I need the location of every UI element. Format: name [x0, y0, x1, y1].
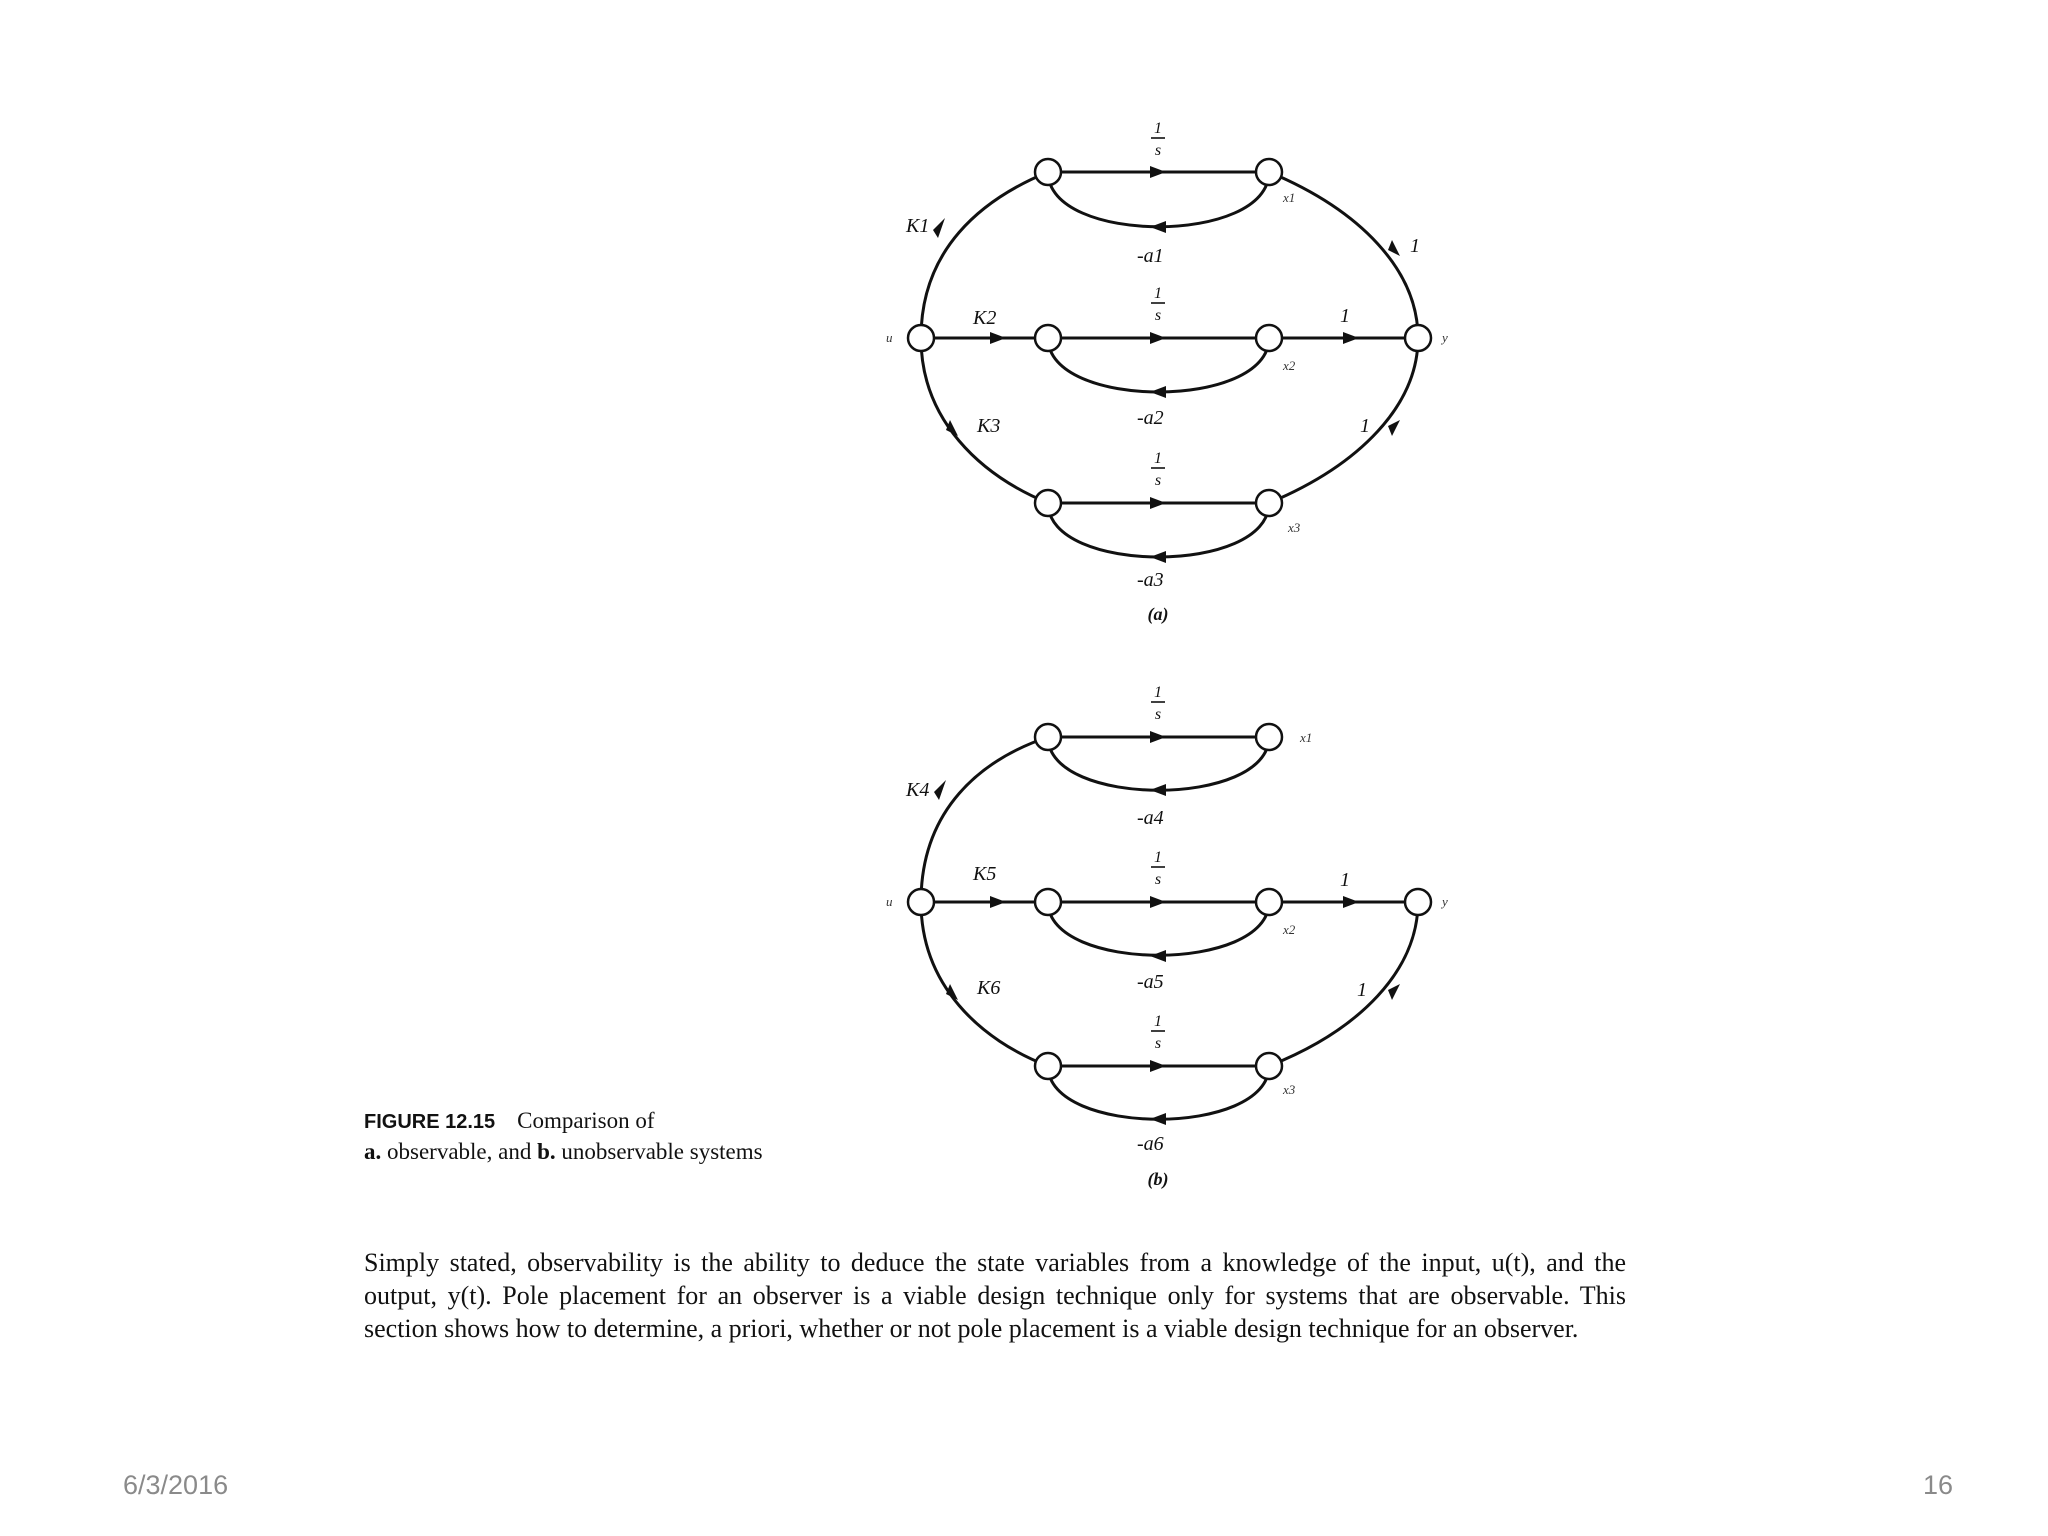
- output-label-b: y: [1442, 894, 1448, 909]
- node-b-y: [1405, 889, 1431, 915]
- frac-b1-num: 1: [1154, 684, 1162, 701]
- arrow-b-k4: [934, 780, 946, 800]
- figure-number: FIGURE 12.15: [364, 1111, 496, 1133]
- figure-b-caption: (b): [1147, 1169, 1169, 1189]
- edge-b-fb1: [1048, 737, 1269, 790]
- node-b-x2: [1256, 889, 1282, 915]
- arrow-a-out3: [1388, 420, 1400, 436]
- arrow-b-k5: [990, 896, 1006, 908]
- arrow-a-int3: [1150, 497, 1166, 509]
- frac-a3-den: s: [1154, 472, 1162, 489]
- node-a-int2-in: [1035, 325, 1061, 351]
- node-b-x1: [1256, 724, 1282, 750]
- node-a-u: [908, 325, 934, 351]
- feedback-label-a2: -a2: [1137, 407, 1164, 429]
- figure-a: [886, 120, 1448, 625]
- gain-label-k4: K4: [906, 779, 930, 801]
- feedback-label-a6: -a6: [1137, 1133, 1164, 1155]
- edge-b-fb3: [1048, 1066, 1269, 1119]
- gain-label-k2: K2: [973, 307, 997, 329]
- frac-a1-num: 1: [1154, 120, 1162, 137]
- feedback-label-a1: -a1: [1137, 245, 1164, 267]
- node-b-u: [908, 889, 934, 915]
- output-gain-a1: 1: [1410, 235, 1420, 257]
- edge-b-fb2: [1048, 902, 1269, 955]
- node-a-x1: [1256, 159, 1282, 185]
- figure-caption: [364, 1106, 854, 1167]
- state-label-a-x2: x2: [1283, 358, 1296, 373]
- frac-a3-num: 1: [1154, 450, 1162, 467]
- arrow-b-fb1: [1150, 784, 1166, 796]
- frac-a1-den: s: [1154, 142, 1162, 159]
- arrow-a-int2: [1150, 332, 1166, 344]
- frac-b2-num: 1: [1154, 849, 1162, 866]
- frac-b1-den: s: [1154, 706, 1162, 723]
- caption-text-1: Comparison of: [517, 1108, 655, 1133]
- arrow-b-fb2: [1150, 950, 1166, 962]
- edge-a-fb2: [1048, 338, 1269, 392]
- gain-label-k1: K1: [906, 215, 930, 237]
- figure-b: [886, 684, 1448, 1190]
- arrow-b-int3: [1150, 1060, 1166, 1072]
- arrow-a-fb2: [1150, 386, 1166, 398]
- frac-b3-num: 1: [1154, 1013, 1162, 1030]
- node-b-x3: [1256, 1053, 1282, 1079]
- arrow-a-fb3: [1150, 551, 1166, 563]
- node-a-x2: [1256, 325, 1282, 351]
- state-label-b-x1: x1: [1300, 730, 1313, 745]
- output-gain-b3: 1: [1357, 979, 1367, 1001]
- state-label-a-x3: x3: [1288, 520, 1301, 535]
- arrow-b-out2: [1343, 896, 1359, 908]
- node-b-int2-in: [1035, 889, 1061, 915]
- arrow-a-out1: [1388, 240, 1400, 256]
- output-gain-a2: 1: [1340, 305, 1350, 327]
- arrow-a-int1: [1150, 166, 1166, 178]
- footer-page-number: 16: [1922, 1470, 1953, 1500]
- arrow-b-int1: [1150, 731, 1166, 743]
- footer-date: 6/3/2016: [123, 1470, 229, 1500]
- state-label-b-x2: x2: [1283, 922, 1296, 937]
- gain-label-k5: K5: [973, 863, 997, 885]
- input-label-a: u: [886, 330, 893, 345]
- node-a-x3: [1256, 490, 1282, 516]
- edge-a-fb1: [1048, 172, 1269, 227]
- arrow-a-fb1: [1150, 221, 1166, 233]
- frac-b3-den: s: [1154, 1035, 1162, 1052]
- caption-marker-a: a.: [364, 1139, 382, 1164]
- input-label-b: u: [886, 894, 893, 909]
- state-label-b-x3: x3: [1283, 1082, 1296, 1097]
- output-gain-b2: 1: [1340, 869, 1350, 891]
- gain-label-k6: K6: [977, 977, 1001, 999]
- feedback-label-a3: -a3: [1137, 569, 1164, 591]
- node-a-int1-in: [1035, 159, 1061, 185]
- caption-text-2: observable, and: [381, 1139, 538, 1164]
- body-paragraph: Simply stated, observability is the ability to deduce the state variables from a knowledge of the input, u(t), and the output, y(t). Pole placement for an observer is a viable design technique only for systems that are observable. This section shows how to determine, a priori, whether or not pole placement is a viable design technique for an observer.: [364, 1248, 1626, 1343]
- output-gain-a3: 1: [1360, 415, 1370, 437]
- frac-a2-num: 1: [1154, 285, 1162, 302]
- arrow-a-k1: [933, 218, 945, 238]
- edge-a-fb3: [1048, 503, 1269, 557]
- feedback-label-a5: -a5: [1137, 971, 1164, 993]
- node-b-int3-in: [1035, 1053, 1061, 1079]
- arrow-b-out3: [1388, 984, 1400, 1000]
- frac-b2-den: s: [1154, 871, 1162, 888]
- frac-a2-den: s: [1154, 307, 1162, 324]
- arrow-b-int2: [1150, 896, 1166, 908]
- caption-text-3: unobservable systems: [555, 1139, 763, 1164]
- node-a-int3-in: [1035, 490, 1061, 516]
- gain-label-k3: K3: [977, 415, 1001, 437]
- node-b-int1-in: [1035, 724, 1061, 750]
- state-label-a-x1: x1: [1283, 190, 1296, 205]
- feedback-label-a4: -a4: [1137, 807, 1164, 829]
- output-label-a: y: [1442, 330, 1448, 345]
- caption-marker-b: b.: [537, 1139, 556, 1164]
- arrow-a-k2: [990, 332, 1006, 344]
- arrow-a-out2: [1343, 332, 1359, 344]
- figure-a-caption: (a): [1147, 604, 1169, 624]
- arrow-b-fb3: [1150, 1113, 1166, 1125]
- node-a-y: [1405, 325, 1431, 351]
